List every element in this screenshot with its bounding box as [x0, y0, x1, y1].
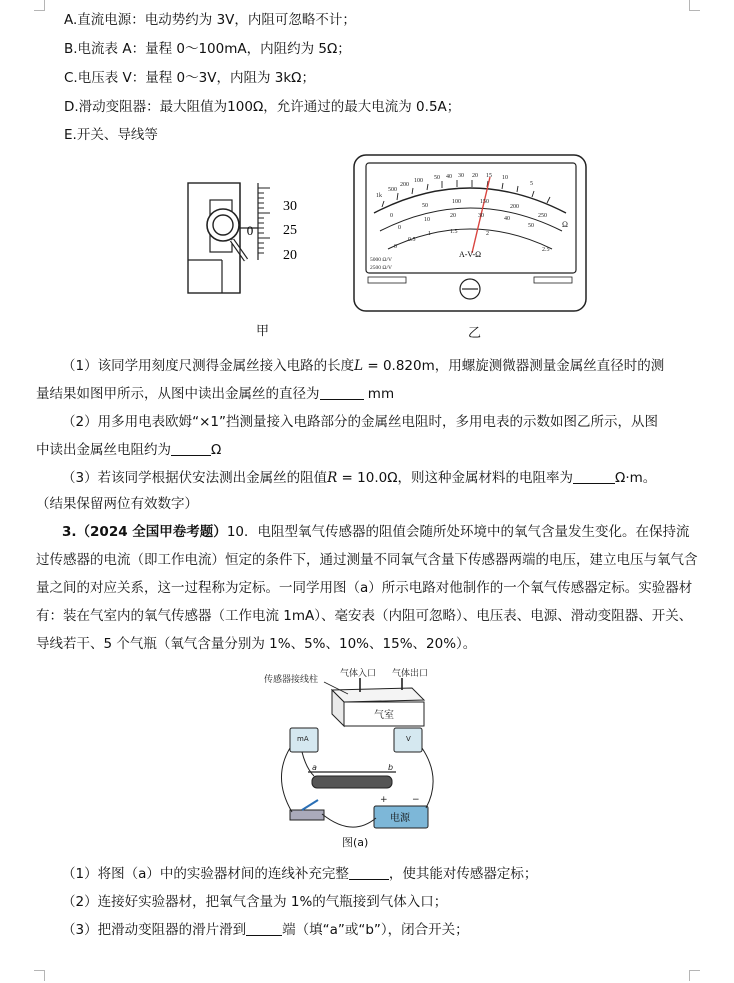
gas-inlet-label: 气体入口 — [340, 669, 377, 679]
micrometer-scale-0: 0 — [246, 223, 254, 238]
option-e: E.开关、导线等 — [64, 127, 158, 143]
ac-scale-2: 2 — [486, 231, 489, 237]
answer-blank-diameter[interactable] — [320, 385, 364, 400]
ohm-scale-10: 10 — [502, 175, 508, 181]
ohm-scale-20: 20 — [472, 173, 478, 179]
micrometer-scale-25: 25 — [283, 223, 297, 238]
power-plus-label: + — [380, 795, 388, 805]
ac-scale-0: 0 — [394, 244, 397, 250]
chamber-label: 气室 — [374, 710, 394, 721]
question-2: （2）用多用电表欧姆“×1”挡测量接入电路部分的金属丝电阻时，多用电表的示数如图乙所示，从图 — [62, 414, 658, 430]
answer-blank-slider-end[interactable] — [246, 921, 282, 936]
ac-scale-2-5: 2.5 — [542, 247, 550, 253]
option-a: A.直流电源：电动势约为 3V，内阻可忽略不计； — [64, 12, 356, 28]
ohm-scale-50: 50 — [434, 175, 440, 181]
crop-mark-bottom-right — [689, 970, 700, 981]
inner-scale-50: 50 — [528, 223, 534, 229]
question-2-cont: 中读出金属丝电阻约为 Ω — [36, 442, 222, 458]
micrometer-scale-30: 30 — [283, 199, 297, 214]
figure-jia-caption: 甲 — [256, 324, 270, 339]
ac-scale-1: 1 — [428, 231, 431, 237]
mid-scale-0: 0 — [390, 213, 393, 219]
question-1: （1）该同学用刻度尺测得金属丝接入电路的长度L = 0.820m，用螺旋测微器测量金属丝直径时的测 — [62, 358, 665, 374]
answer-blank-wiring[interactable] — [349, 865, 389, 880]
crop-mark-bottom-left — [34, 970, 45, 981]
mid-scale-50: 50 — [422, 203, 428, 209]
step-2: （2）连接好实验器材，把氧气含量为 1%的气瓶接到气体入口； — [62, 894, 448, 910]
ohm-scale-5: 5 — [530, 181, 533, 187]
question-1-cont: 量结果如图甲所示，从图中读出金属丝的直径为 mm — [36, 386, 395, 402]
inner-scale-0: 0 — [398, 225, 401, 231]
ohm-scale-200: 200 — [400, 182, 409, 188]
option-c: C.电压表 V：量程 0～3V，内阻为 3kΩ； — [64, 70, 315, 86]
ohm-scale-100: 100 — [414, 178, 423, 184]
sensor-terminal-label: 传感器接线柱 — [264, 675, 319, 685]
problem-3: 3.（2024 全国甲卷考题）10．电阻型氧气传感器的阻值会随所处环境中的氧气含量发生变化。在保持流过传感器的电流（即工作电流）恒定的条件下，通过测量不同氧气含量下传感器两端的电压，建立电压与氧气含量之间的对应关系，这一过程称为定标。一同学用图（a）所示电路对他制作的一个氧气传感器定标。实验器材有：装在气室内的氧气传感器（工作电流 1mA）、毫安表（内阻可忽略）、电压表、电源、滑动变阻器、开关、导线若干、5 个气瓶（氧气含量分别为 1%、5%、10%、15%、20%）。 — [36, 524, 698, 652]
crop-mark-top-left — [34, 0, 45, 11]
ac-scale-1-5: 1.5 — [450, 229, 458, 235]
option-d: D.滑动变阻器：最大阻值为100Ω，允许通过的最大电流为 0.5A； — [64, 99, 461, 115]
ohm-scale-1k: 1k — [376, 193, 382, 199]
rheostat-end-b: b — [388, 763, 394, 772]
ac-scale-0-5: 0.5 — [408, 237, 416, 243]
power-supply-label: 电源 — [390, 813, 410, 824]
power-minus-label: − — [412, 795, 420, 805]
mid-scale-150: 150 — [480, 199, 489, 205]
inner-scale-40: 40 — [504, 216, 510, 222]
inner-scale-10: 10 — [424, 217, 430, 223]
ohm-scale-500: 500 — [388, 187, 397, 193]
inner-scale-30: 30 — [478, 213, 484, 219]
milliammeter-label: mA — [297, 735, 309, 743]
multimeter-figure — [352, 153, 588, 315]
figure-yi-caption: 乙 — [468, 326, 482, 341]
ohm-scale-40: 40 — [446, 174, 452, 180]
question-3-note: （结果保留两位有效数字） — [36, 496, 198, 512]
voltmeter-label: V — [406, 735, 411, 743]
inner-scale-20: 20 — [450, 213, 456, 219]
rheostat-end-a: a — [312, 763, 317, 772]
ohm-symbol: Ω — [562, 220, 568, 229]
gas-outlet-label: 气体出口 — [392, 669, 429, 679]
circuit-figure-a — [262, 668, 452, 838]
micrometer-scale-20: 20 — [283, 248, 297, 263]
step-1: （1）将图（a）中的实验器材间的连线补充完整 ，使其能对传感器定标； — [62, 866, 538, 882]
step-3: （3）把滑动变阻器的滑片滑到 端（填“a”或“b”），闭合开关； — [62, 922, 469, 938]
ohm-scale-30: 30 — [458, 173, 464, 179]
ohm-scale-15: 15 — [486, 173, 492, 179]
question-3: （3）若该同学根据伏安法测出金属丝的阻值R = 10.0Ω，则这种金属材料的电阻率为 Ω·m。 — [62, 470, 657, 486]
micrometer-figure — [180, 180, 320, 300]
sensitivity-5000: 5000 Ω/V — [370, 257, 392, 263]
mid-scale-200: 200 — [510, 204, 519, 210]
mid-scale-100: 100 — [452, 199, 461, 205]
mid-scale-250: 250 — [538, 213, 547, 219]
crop-mark-top-right — [689, 0, 700, 11]
multimeter-center-label: A-V-Ω — [458, 250, 482, 259]
answer-blank-resistivity[interactable] — [573, 469, 615, 484]
figure-a-caption: 图(a) — [342, 836, 369, 849]
answer-blank-resistance[interactable] — [171, 441, 211, 456]
option-b: B.电流表 A：量程 0～100mA，内阻约为 5Ω； — [64, 41, 351, 57]
sensitivity-2500: 2500 Ω/V — [370, 265, 392, 271]
